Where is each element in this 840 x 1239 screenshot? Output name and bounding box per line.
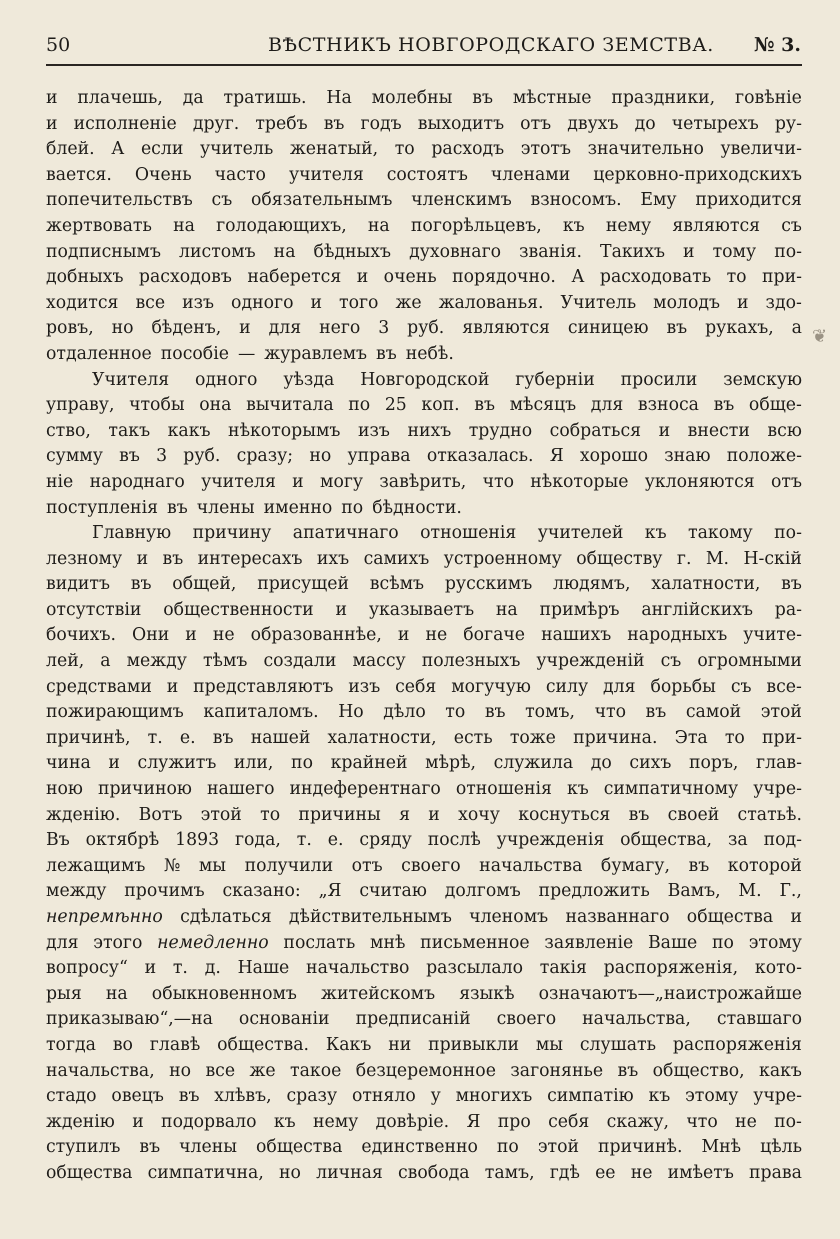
text-line: и исполненіе друг. требъ въ годъ выходитъ отъ двухъ до четырехъ ру- [46,113,802,134]
text-line: вается. Очень часто учителя состоятъ членами церковно-приходскихъ [46,164,802,185]
text-line: жденію и подорвало къ нему довѣріе. Я про себя скажу, что не по- [46,1111,802,1132]
text-line: для этого немедленно послать мнѣ письменное заявленіе Ваше по этому [46,932,802,953]
article-body [46,86,802,1187]
text-line: рыя на обыкновенномъ житейскомъ языкѣ означаютъ—„наистрожайше [46,983,802,1004]
text-line: Главную причину апатичнаго отношенія учителей къ такому по- [92,523,802,544]
text-line: добныхъ расходовъ наберется и очень порядочно. А расходовать то при- [46,267,802,288]
text-line: тогда во главѣ общества. Какъ ни привыкли мы слушать распоряженія [46,1034,802,1055]
text-line: приказываю“,—на основаніи предписаній своего начальства, ставшаго [46,1009,802,1030]
text-line: поступленія въ члены именно по бѣдности. [46,497,462,518]
text-line: бочихъ. Они и не образованнѣе, и не богаче нашихъ народныхъ учите- [46,625,802,646]
text-line: жертвовать на голодающихъ, на погорѣльцевъ, къ нему являются съ [46,215,802,236]
text-line: видитъ въ общей, присущей всѣмъ русскимъ людямъ, халатности, въ [46,574,802,595]
journal-title: ВѢСТНИКЪ НОВГОРОДСКАГО ЗЕМСТВА. [268,34,714,56]
text-line: лезному и въ интересахъ ихъ самихъ устроенному обществу г. М. Н-скій [46,548,802,569]
text-line: ніе народнаго учителя и могу завѣрить, что нѣкоторые уклоняются отъ [46,471,802,492]
text-line: общества симпатична, но личная свобода тамъ, гдѣ ее не имѣетъ права [46,1162,802,1183]
text-line: управу, чтобы она вычитала по 25 коп. въ мѣсяцъ для взноса въ обще- [46,395,802,416]
text-line: лей, а между тѣмъ создали массу полезныхъ учрежденій съ огромными [46,651,802,672]
text-line: причинѣ, т. е. въ нашей халатности, есть тоже причина. Эта то при- [46,727,802,748]
text-line: между прочимъ сказано: „Я считаю долгомъ предложить Вамъ, М. Г., [46,881,802,902]
text-line: Въ октябрѣ 1893 года, т. е. сряду послѣ учрежденія общества, за под- [46,830,802,851]
issue-number: № 3. [753,34,801,56]
text-line: отсутствіи общественности и указываетъ на примѣръ англійскихъ ра- [46,599,802,620]
text-line: начальства, но все же такое безцеремонное загонянье въ общество, какъ [46,1060,802,1081]
text-line: вопросу“ и т. д. Наше начальство разсылало такія распоряженія, кото- [46,958,802,979]
text-line: Учителя одного уѣзда Новгородской губерніи просили земскую [92,369,802,390]
text-line: отдаленное пособіе — журавлемъ въ небѣ. [46,343,454,364]
text-line: пожирающимъ капиталомъ. Но дѣло то въ томъ, что въ самой этой [46,702,802,723]
text-line: блей. А если учитель женатый, то расходъ этотъ значительно увеличи- [46,139,802,160]
text-line: стадо овецъ въ хлѣвъ, сразу отняло у многихъ симпатію къ этому учре- [46,1086,802,1107]
header-rule [46,64,802,66]
text-line: ступилъ въ члены общества единственно по этой причинѣ. Мнѣ цѣль [46,1137,802,1158]
text-line: попечительствъ съ обязательнымъ членскимъ взносомъ. Ему приходится [46,190,802,211]
text-line: чина и служитъ или, по крайней мѣрѣ, служила до сихъ поръ, глав- [46,753,802,774]
text-line: ходится все изъ одного и того же жалованья. Учитель молодъ и здо- [46,292,802,313]
text-line: подписнымъ листомъ на бѣдныхъ духовнаго званія. Такихъ и тому по- [46,241,802,262]
running-header [46,34,801,60]
text-line: лежащимъ № мы получили отъ своего начальства бумагу, въ которой [46,855,802,876]
text-line: сумму въ 3 руб. сразу; но управа отказалась. Я хорошо знаю положе- [46,446,802,467]
text-line: ною причиною нашего индеферентнаго отношенія къ симпатичному учре- [46,779,802,800]
text-line: средствами и представляютъ изъ себя могучую силу для борьбы съ все- [46,676,802,697]
text-line: непремѣнно сдѣлаться дѣйствительнымъ членомъ названнаго общества и [46,907,802,927]
page-number: 50 [46,34,71,56]
margin-stamp-icon: ❦ [812,326,828,347]
text-line: и плачешь, да тратишь. На молебны въ мѣстные праздники, говѣніе [46,88,802,108]
text-line: жденію. Вотъ этой то причины я и хочу коснуться въ своей статьѣ. [46,804,802,825]
text-line: ство, такъ какъ нѣкоторымъ изъ нихъ трудно собраться и внести всю [46,420,802,441]
text-line: ровъ, но бѣденъ, и для него 3 руб. являются синицею въ рукахъ, а [46,318,802,339]
